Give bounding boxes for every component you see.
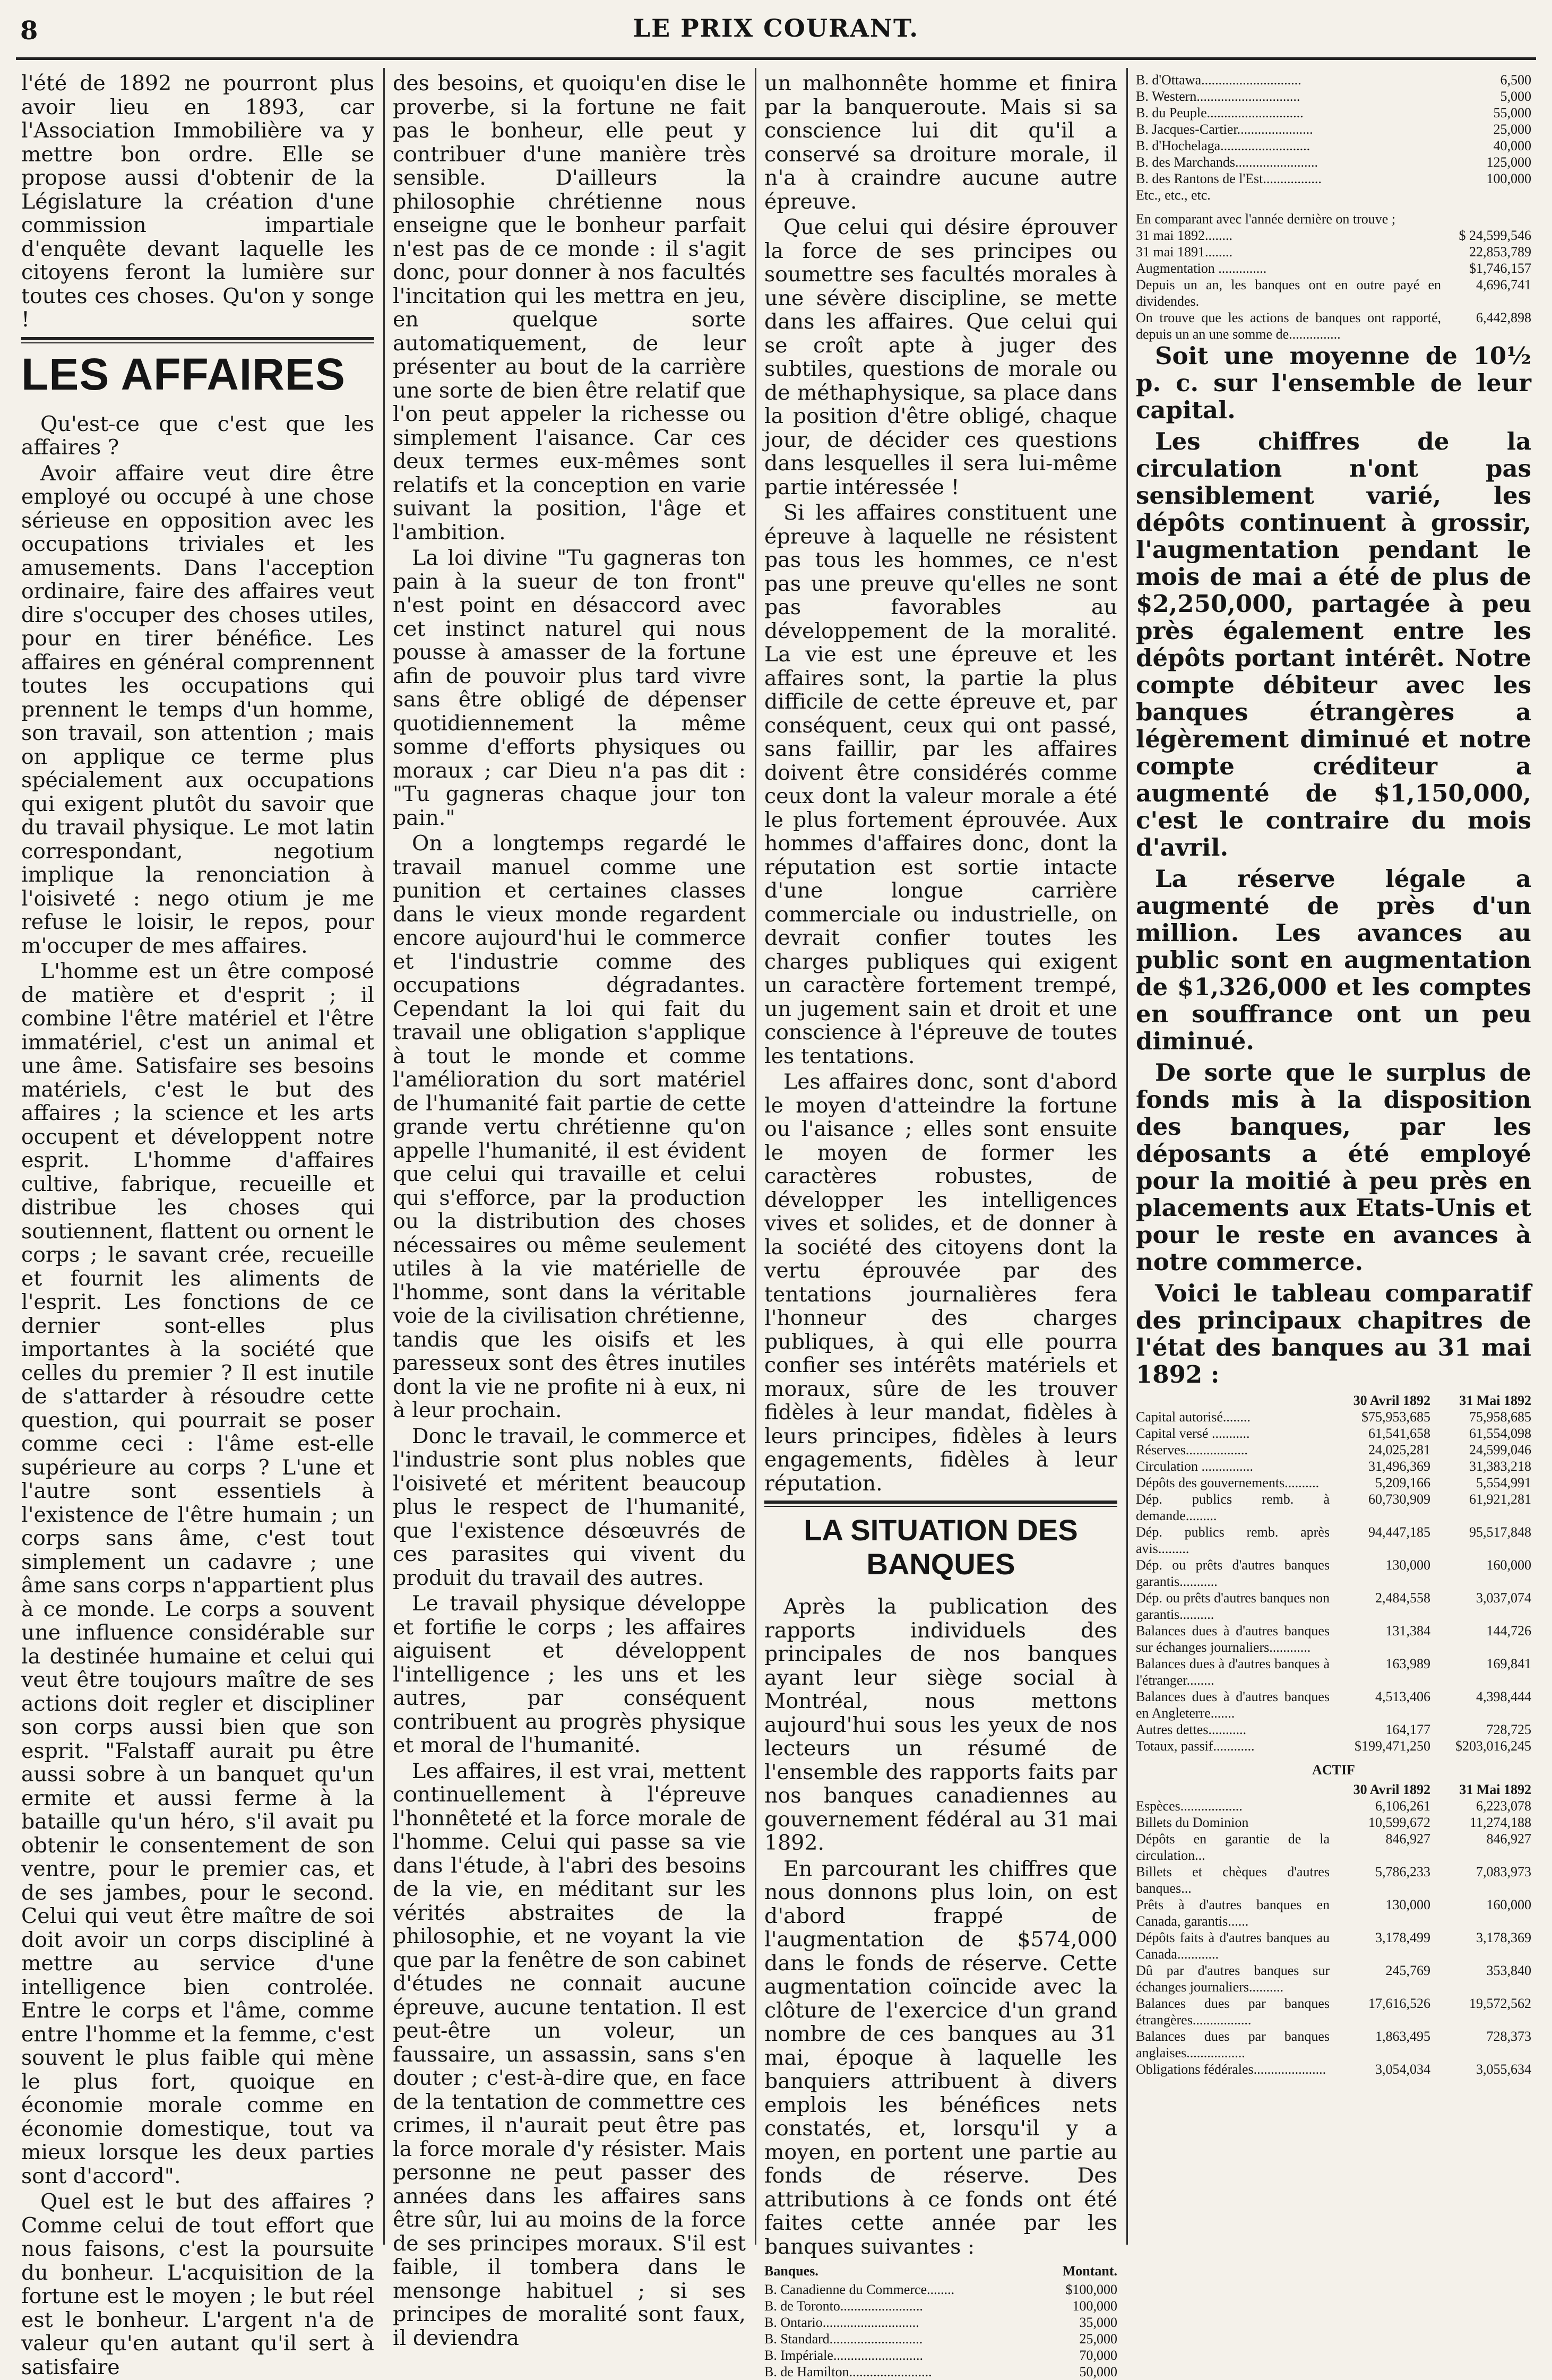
column-2 <box>393 71 746 2350</box>
table-row: B. Jacques-Cartier...................... 25,000 <box>1136 122 1531 137</box>
section-rule <box>21 337 374 340</box>
table-row: Billets et chèques d'autres banques... 5,786,233 7,083,973 <box>1136 1864 1531 1896</box>
reserve-table <box>764 2263 1117 2380</box>
paragraph: Donc le travail, le commerce et l'industrie sont plus nobles que l'oisiveté et méritent beaucoup plus le respect de l'humanité, que l'existence désœuvrés de ces parasites qui vivent du produit du travail des autres. <box>393 1424 746 1590</box>
section-rule <box>764 1506 1117 1507</box>
column-1 <box>21 71 374 2379</box>
table-row: B. Western.............................. 5,000 <box>1136 89 1531 104</box>
table-row: B. d'Hochelaga.......................... 40,000 <box>1136 138 1531 153</box>
table-row: B. des Marchands........................ 125,000 <box>1136 154 1531 170</box>
table-row: 31 mai 1892........ $ 24,599,546 <box>1136 228 1531 243</box>
column-4 <box>1136 72 1531 2239</box>
table-row: B. de Hamilton........................ 50,000 <box>764 2364 1117 2379</box>
table-row: Balances dues par banques étrangères................. 17,616,526 19,572,562 <box>1136 1996 1531 2028</box>
masthead-title: LE PRIX COURANT. <box>633 14 919 42</box>
section-heading: LES AFFAIRES <box>21 349 346 399</box>
table-row: Billets du Dominion 10,599,672 11,274,188 <box>1136 1815 1531 1830</box>
paragraph: Voici le tableau comparatif des principaux chapitres de l'état des banques au 31 mai 1892 : <box>1136 1279 1531 1389</box>
table-row: Réserves.................. 24,025,281 24,599,046 <box>1136 1442 1531 1458</box>
paragraph: Quel est le but des affaires ? Comme celui de tout effort que nous faisons, c'est la poursuite du bonheur. L'acquisition de la fortune est le moyen ; le but réel est le bonheur. L'argent n'a de valeur qu'en autant qu'il sert à satisfaire <box>21 2189 374 2379</box>
table-row: Balances dues à d'autres banques à l'étranger........ 163,989 169,841 <box>1136 1656 1531 1688</box>
table-header-row: 30 Avril 1892 31 Mai 1892 <box>1353 1782 1531 1797</box>
table-row: Dép. ou prêts d'autres banques non garantis.......... 2,484,558 3,037,074 <box>1136 1590 1531 1622</box>
paragraph: On a longtemps regardé le travail manuel comme une punition et certaines classes dans le vieux monde regardent encore aujourd'hui le commerce et l'industrie comme des occupations dégradantes. Cependant la loi qui fait du travail une obligation s'applique à tout le monde et comme l'amélioration du sort matériel de l'humanité fait partie de cette grande vertu chrétienne qu'on appelle l'humanité, il est évident que celui qui travaille et celui qui s'efforce, par la production ou la distribution des choses nécessaires ou même seulement utiles à la vie matérielle de l'homme, sont dans la véritable voie de la civilisation chrétienne, tandis que les oisifs et les paresseux sont des êtres inutiles dont la vie ne profite ni à eux, ni à leur prochain. <box>393 831 746 1422</box>
page-number: 8 <box>20 16 38 46</box>
table-row: Prêts à d'autres banques en Canada, garantis...... 130,000 160,000 <box>1136 1897 1531 1929</box>
table-row: Dû par d'autres banques sur échanges journaliers.......... 245,769 353,840 <box>1136 1963 1531 1995</box>
page-header <box>0 0 1552 64</box>
table-row: B. du Peuple............................ 55,000 <box>1136 105 1531 120</box>
paragraph: Qu'est-ce que c'est que les affaires ? <box>21 411 374 460</box>
balance-table <box>1136 1392 1531 2077</box>
banking-commentary <box>1136 342 1531 1388</box>
paragraph: des besoins, et quoiqu'en dise le proverbe, si la fortune ne fait pas le bonheur, elle peut y contribuer d'une manière très sensible. D'ailleurs la philosophie chrétienne nous enseigne que le bonheur parfait n'est pas de ce monde : il s'agit donc, pour donner à nos facultés l'incitation qui les mettra en jeu, en quelque sorte automatiquement, de leur présenter au bout de la carrière une sorte de bien être relatif que l'on peut appeler la richesse ou simplement l'aisance. Car ces deux termes eux-mêmes sont relatifs et la conception en varie suivant la position, l'âge et l'ambition. <box>393 71 746 545</box>
table-row: Capital versé ........... 61,541,658 61,554,098 <box>1136 1426 1531 1441</box>
table-row: On trouve que les actions de banques ont rapporté, depuis un an une somme de............... 6,442,898 <box>1136 310 1531 342</box>
table-row: 31 mai 1891........ 22,853,789 <box>1136 244 1531 260</box>
table-row: Capital autorisé........ $75,953,685 75,958,685 <box>1136 1409 1531 1425</box>
table-row: Dép. publics remb. après avis......... 94,447,185 95,517,848 <box>1136 1524 1531 1556</box>
table-row: Dép. publics remb. à demande......... 60,730,909 61,921,281 <box>1136 1491 1531 1523</box>
column-divider <box>755 68 756 2245</box>
table-row: B. d'Ottawa............................. 6,500 <box>1136 72 1531 88</box>
table-header: Montant. <box>1062 2263 1117 2279</box>
reserve-table-continued <box>1136 72 1531 342</box>
paragraph: l'été de 1892 ne pourront plus avoir lieu en 1893, car l'Association Immobilière va y mettre bon ordre. Elle se propose aussi d'obtenir de la Législature la création d'une commission impartiale d'enquête devant laquelle les citoyens feront la lumière sur toutes ces choses. Qu'on y songe ! <box>21 71 374 332</box>
table-row: Totaux, passif............ $199,471,250 $203,016,245 <box>1136 1738 1531 1754</box>
paragraph: En parcourant les chiffres que nous donnons plus loin, on est d'abord frappé de l'augmentation de $574,000 dans le fonds de réserve. Cette augmentation coïncide avec la clôture de l'exercice d'un grand nombre de ces banques au 31 mai, époque à laquelle les banquiers attribuent à divers emplois les bénéfices nets constatés, et, lorsqu'il y a moyen, en portent une partie au fonds de réserve. Des attributions à ce fonds ont été faites cette année par les banques suivantes : <box>764 1856 1117 2259</box>
table-row: Balances dues par banques anglaises................. 1,863,495 728,373 <box>1136 2029 1531 2060</box>
paragraph: Que celui qui désire éprouver la force de ses principes ou soumettre ses facultés morales à une sévère discipline, se mette dans les affaires. Que celui qui se croît apte à juger des subtiles, questions de morale ou de méthaphysique, sa place dans la position d'être obligé, chaque jour, de décider ces questions dans lesquelles il sera lui-même partie intéressée ! <box>764 215 1117 499</box>
table-row: B. Ontario............................ 35,000 <box>764 2315 1117 2330</box>
paragraph: Les affaires donc, sont d'abord le moyen d'atteindre la fortune ou l'aisance ; elles sont ensuite le moyen de former les caractères robustes, de développer les intelligences vives et solides, et de donner à la société des citoyens dont la vertu éprouvée par des tentations journalières fera l'honneur des charges publiques, à qui elle pourra confier ses intérêts matériels et moraux, sûre de les trouver fidèles à leur mandat, fidèles à leurs principes, fidèles à leurs engagements, fidèles à leur réputation. <box>764 1070 1117 1496</box>
paragraph: Soit une moyenne de 10½ p. c. sur l'ensemble de leur capital. <box>1136 342 1531 424</box>
table-row: Autres dettes........... 164,177 728,725 <box>1136 1722 1531 1737</box>
paragraph: De sorte que le surplus de fonds mis à la disposition des banques, par les déposants a été employé pour la moitié à peu près en placements aux Etats-Unis et pour le reste en avances à notre commerce. <box>1136 1058 1531 1276</box>
table-header-row: 30 Avril 1892 31 Mai 1892 <box>1353 1393 1531 1408</box>
table-header: Banques. <box>764 2263 818 2279</box>
paragraph: Avoir affaire veut dire être employé ou occupé à une chose sérieuse en opposition avec les occupations triviales et les amusements. Dans l'acception ordinaire, faire des affaires veut dire s'occuper des choses utiles, pour en tirer bénéfice. Les affaires en général comprennent toutes les occupations qui prennent le temps d'un homme, son travail, son attention ; mais on applique ce terme plus spécialement aux occupations qui exigent plutôt du savoir que du travail physique. Le mot latin correspondant, negotium implique la renonciation à l'oisiveté : nego otium je me refuse le loisir, le repos, pour m'occuper de mes affaires. <box>21 461 374 958</box>
table-row: Dépôts faits à d'autres banques au Canada............ 3,178,499 3,178,369 <box>1136 1930 1531 1962</box>
paragraph: La réserve légale a augmenté de près d'un million. Les avances au public sont en augmentation de $1,326,000 et les comptes en souffrance ont un peu diminué. <box>1136 865 1531 1055</box>
table-row: Augmentation .............. $1,746,157 <box>1136 261 1531 276</box>
subheading-actif: ACTIF <box>1312 1762 1355 1778</box>
column-3 <box>764 71 1117 2379</box>
column-divider <box>1126 68 1128 2245</box>
table-row: Balances dues à d'autres banques sur échanges journaliers............ 131,384 144,726 <box>1136 1623 1531 1655</box>
table-row: Circulation ............... 31,496,369 31,383,218 <box>1136 1459 1531 1474</box>
table-row: B. Impériale.......................... 70,000 <box>764 2348 1117 2363</box>
column-divider <box>383 68 385 2245</box>
paragraph: un malhonnête homme et finira par la banqueroute. Mais si sa conscience lui dit qu'il a conservé sa droiture morale, il n'a à craindre aucune autre épreuve. <box>764 71 1117 214</box>
table-row: B. Standard........................... 25,000 <box>764 2331 1117 2347</box>
table-row: Balances dues à d'autres banques en Angleterre....... 4,513,406 4,398,444 <box>1136 1689 1531 1721</box>
header-rule <box>16 57 1536 60</box>
paragraph: Les affaires, il est vrai, mettent continuellement à l'épreuve l'honnêteté et la force morale de l'homme. Celui qui passe sa vie dans l'étude, à l'abri des besoins de la vie, en méditant sur les vérités abstraites de la philosophie, et ne voyant la vie que par la fenêtre de son cabinet d'études ne connait aucune épreuve, aucune tentation. Il est peut-être un voleur, un faussaire, un assassin, sans s'en douter ; c'est-à-dire que, en face de la tentation de commettre ces crimes, il n'aurait peut être pas la force morale d'y résister. Mais personne ne peut passer des années dans les affaires sans être sûr, lui au moins de la force de ses principes moraux. S'il est faible, il tombera dans le mensonge habituel ; si ses principes de moralité sont faux, il deviendra <box>393 1758 746 2350</box>
table-row: B. des Rantons de l'Est................. 100,000 <box>1136 171 1531 186</box>
section-heading: LA SITUATION DES BANQUES <box>804 1513 1078 1581</box>
section-rule <box>21 342 374 343</box>
paragraph: La loi divine "Tu gagneras ton pain à la sueur de ton front" n'est point en désaccord avec cet instinct naturel qui nous pousse à amasser de la fortune afin de pouvoir plus tard vivre sans être obligé de dépenser quotidiennement la même somme d'efforts physiques ou moraux ; car Dieu n'a pas dit : "Tu gagneras chaque jour ton pain." <box>393 546 746 830</box>
table-row: B. de Toronto........................ 100,000 <box>764 2298 1117 2314</box>
comparison-note: En comparant avec l'année dernière on trouve ; <box>1136 211 1396 227</box>
table-row: Dép. ou prêts d'autres banques garantis........... 130,000 160,000 <box>1136 1557 1531 1589</box>
paragraph: Après la publication des rapports individuels des principales de nos banques ayant leur siège social à Montréal, nous mettons aujourd'hui sous les yeux de nos lecteurs un résumé de l'ensemble des rapports faits par nos banques canadiennes au gouvernement fédéral au 31 mai 1892. <box>764 1594 1117 1855</box>
section-rule <box>764 1501 1117 1504</box>
table-row: Espèces.................. 6,106,261 6,223,078 <box>1136 1798 1531 1814</box>
table-row: Etc., etc., etc. <box>1136 187 1211 203</box>
paragraph: L'homme est un être composé de matière et d'esprit ; il combine l'être matériel et l'être immatériel, c'est un animal et une âme. Satisfaire ses besoins matériels, c'est le but des affaires ; la science et les arts occupent et développent notre esprit. L'homme d'affaires cultive, fabrique, recueille et distribue les choses qui soutiennent, flattent ou ornent le corps ; le savant crée, recueille et fournit les aliments de l'esprit. Les fonctions de ce dernier sont-elles plus importantes à la société que celles du premier ? Il est inutile de s'attarder à résoudre cette question, qui pourrait se poser comme ceci : l'âme est-elle supérieure au corps ? L'une et l'autre sont essentiels à l'existence de l'être humain ; un corps sans âme, c'est tout simplement un cadavre ; une âme sans corps n'appartient plus à ce monde. Le corps a souvent une influence considérable sur la destinée humaine et celui qui veut être toujours maître de ses actions doit regler et discipliner son corps aussi bien que son esprit. "Falstaff aurait pu être aussi sobre à un banquet qu'un ermite et aussi ferme à la bataille qu'un héro, s'il avait pu obtenir le consentement de son ventre, pour le premier cas, et de ses jambes, pour le second. Celui qui veut être maître de soi doit avoir un corps discipliné à mettre au service d'une intelligence bien controlée. Entre le corps et l'âme, comme entre l'homme et la femme, c'est souvent le plus faible qui mène le plus fort, quoique en économie morale comme en économie domestique, tout va mieux lorsque les deux parties sont d'accord". <box>21 959 374 2188</box>
paragraph: Si les affaires constituent une épreuve à laquelle ne résistent pas tous les hommes, ce n'est pas une preuve qu'elles ne sont pas favorables au développement de la moralité. La vie est une épreuve et les affaires sont, la partie la plus difficile de cette épreuve et, par conséquent, ceux qui ont passé, sans faillir, par les affaires doivent être considérés comme ceux dont la valeur morale a été le plus fortement éprouvée. Aux hommes d'affaires donc, dont la réputation est sortie intacte d'une longue carrière commerciale ou industrielle, on devrait confier toutes les charges publiques qui exigent un caractère fortement trempé, un jugement sain et droit et une conscience à l'épreuve de toutes les tentations. <box>764 501 1117 1068</box>
paragraph: Le travail physique développe et fortifie le corps ; les affaires aiguisent et développent l'intelligence ; les uns et les autres, par conséquent contribuent au progrès physique et moral de l'humanité. <box>393 1591 746 1757</box>
table-row: Obligations fédérales..................... 3,054,034 3,055,634 <box>1136 2062 1531 2077</box>
table-row: B. Canadienne du Commerce........ $100,000 <box>764 2282 1117 2297</box>
table-row: Dépôts en garantie de la circulation... 846,927 846,927 <box>1136 1831 1531 1863</box>
table-row: Depuis un an, les banques ont en outre payé en dividendes. 4,696,741 <box>1136 277 1531 309</box>
table-row: Dépôts des gouvernements.......... 5,209,166 5,554,991 <box>1136 1475 1531 1490</box>
paragraph: Les chiffres de la circulation n'ont pas sensiblement varié, les dépôts continuent à grossir, l'augmentation pendant le mois de mai a été de plus de $2,250,000, partagée à peu près également entre les dépôts portant intérêt. Notre compte débiteur avec les banques étrangères a légèrement diminué et notre compte créditeur a augmenté de $1,150,000, c'est le contraire du mois d'avril. <box>1136 427 1531 861</box>
